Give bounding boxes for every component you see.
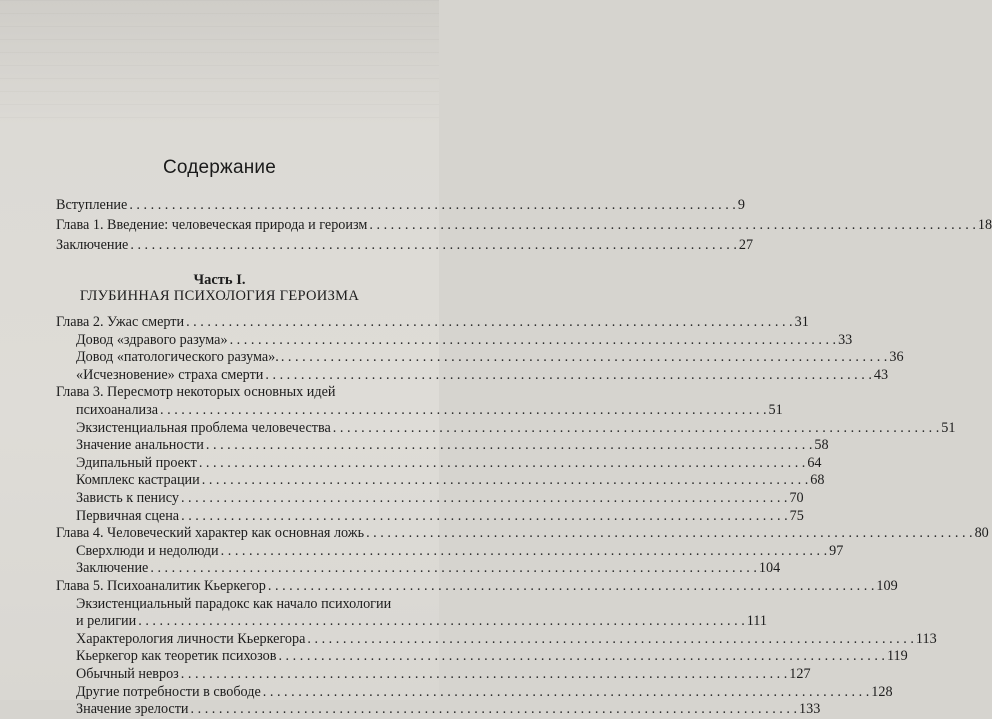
toc-page-number: 80 [974,525,989,542]
toc-page-number: 133 [799,701,821,718]
toc-entry-label: Первичная сцена [76,507,180,524]
toc-entry-label: и религии [76,613,137,630]
toc-entry-label: Глава 2. Ужас смерти [56,314,185,330]
toc-entry-label: Глава 3. Пересмотр некоторых основных идей [56,384,336,401]
toc-page-number: 33 [838,331,853,348]
toc-entry-label: Значение анальности [76,437,204,454]
bleed-through-text [0,0,439,130]
toc-page-number: 58 [814,437,829,454]
toc-page-number: 51 [941,419,956,436]
toc-leader-dots [191,699,798,719]
toc-entry-label: Зависть к пенису [76,490,179,506]
toc-leader-dots [129,195,736,215]
toc-entry-label: Глава 4. Человеческий характер как основная ложь [56,525,365,542]
part-title: ГЛУБИННАЯ ПСИХОЛОГИЯ ГЕРОИЗМА [79,288,360,304]
toc-page-number: 104 [758,560,781,577]
toc-entry [56,699,821,719]
toc-entry-label: Экзистенциальная проблема человечества [76,419,331,436]
toc-page-number: 51 [768,402,783,418]
part-heading: Часть I. [193,272,246,288]
toc-entry-label: Довод «здравого разума» [76,331,228,348]
toc-page-number: 27 [738,237,754,253]
toc-page-number: 64 [807,454,822,471]
toc-page-number: 75 [789,507,804,524]
toc-page-number: 109 [876,578,898,594]
toc-entry-label: Эдипальный проект [76,454,197,471]
toc-entry-label: Глава 5. Психоаналитик Кьеркегор [56,578,266,594]
toc-page-number: 113 [915,630,937,647]
toc-title: Содержание [162,157,277,178]
toc-page-number: 119 [886,648,908,665]
toc-page-number: 70 [789,490,804,506]
toc-entry [56,195,745,215]
toc-entry-label: Заключение [56,237,129,253]
toc-page-number: 9 [737,197,745,213]
toc-page-number: 68 [810,472,825,489]
toc-entry-label: Комплекс кастрации [76,472,200,489]
toc-leader-dots [369,215,976,235]
toc-entry-label: психоанализа [76,402,159,418]
toc-page-number: 128 [871,683,893,700]
toc-entry-label: Довод «патологического разума». [76,349,279,366]
toc-page-number: 18 [977,217,992,233]
toc-entry-label: Характерология личности Кьеркегора [76,630,306,647]
toc-entry-label: Кьеркегор как теоретик психозов [76,648,277,665]
toc-entry-label: «Исчезновение» страха смерти [76,366,264,383]
toc-page-number: 43 [873,366,889,383]
toc-leader-dots [130,235,737,255]
toc-entry-label: Обычный невроз [76,666,179,682]
toc-page-number: 97 [829,542,844,559]
toc-entry [56,215,992,235]
toc-entry [56,235,754,255]
toc-page-number: 31 [794,314,809,330]
toc-entry-label: Глава 1. Введение: человеческая природа и героизм [56,217,368,233]
toc-entry-label: Другие потребности в свободе [76,683,261,700]
toc-page-number: 127 [789,666,811,682]
toc-entry-label: Вступление [56,197,128,213]
toc-entry-label: Сверхлюди и недолюди [76,542,219,559]
toc-entry-label: Заключение [76,560,149,577]
toc-entry-label: Экзистенциальный парадокс как начало психологии [76,595,392,612]
toc-page-number: 36 [889,349,904,366]
toc-entry-label: Значение зрелости [76,701,189,718]
toc-page-number: 111 [746,613,767,630]
